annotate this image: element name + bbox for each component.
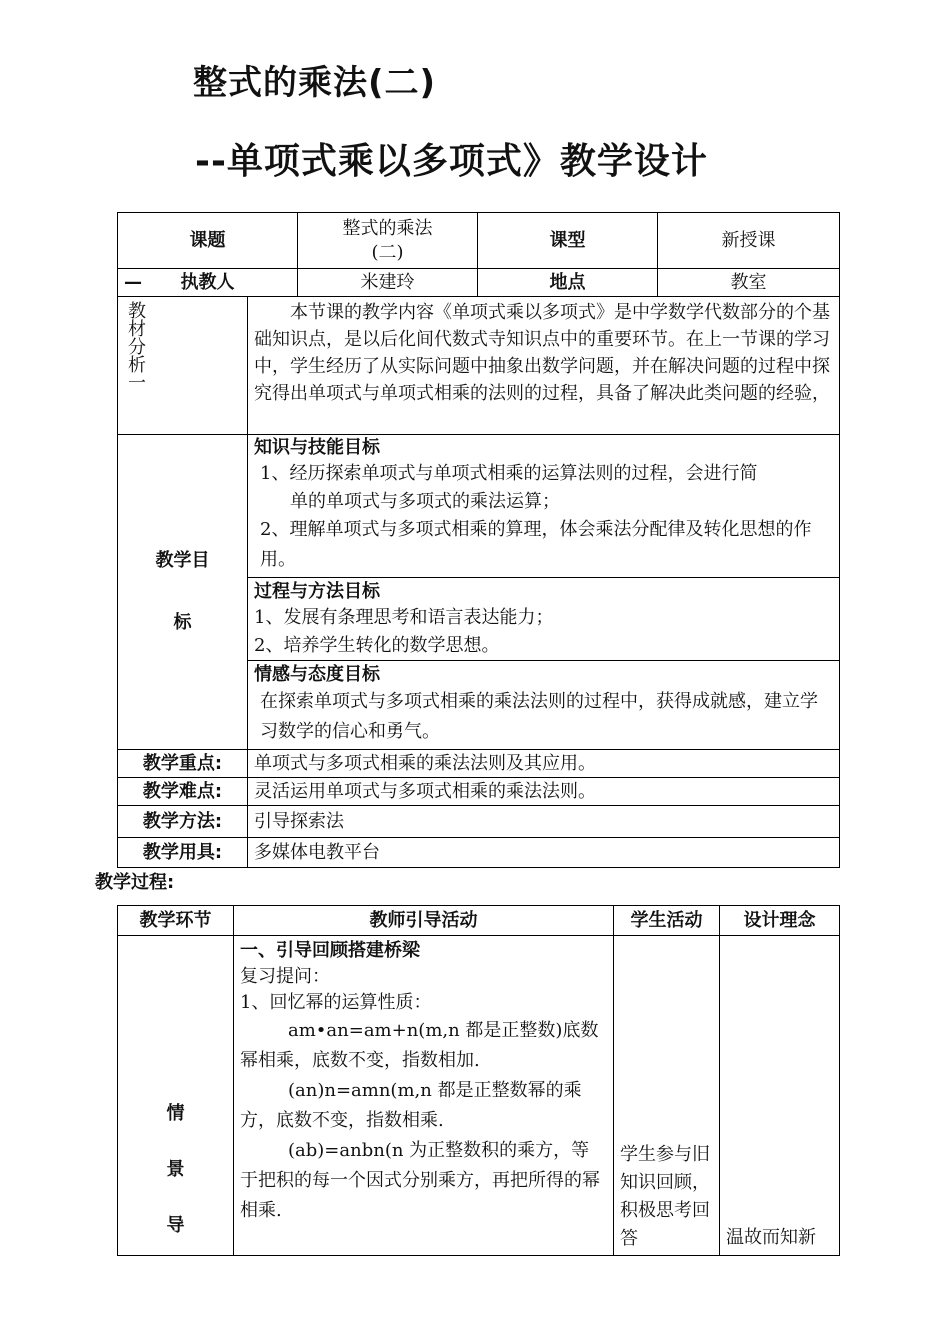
page-title: 整式的乘法(二)	[193, 63, 437, 103]
header-student: 学生活动	[614, 906, 720, 936]
process-goals	[248, 578, 839, 661]
teacher-value: 米建玲	[298, 269, 478, 297]
difficulty-value: 灵活运用单项式与多项式相乘的乘法法则。	[248, 778, 840, 806]
stage-cell: 情 景 导	[118, 936, 234, 1256]
knowledge-goals	[248, 435, 839, 578]
analysis-text: 本节课的教学内容《单项式乘以多项式》是中学数学代数部分的个基础知识点，是以后化间代数式寺知识点中的重要环节。在上一节课的学习中，学生经历了从实际问题中抽象出数学问题，并在解决问题的过程中探究得出单项式与单项式相乘的法则的过程，具备了解决此类问题的经验，	[254, 302, 830, 404]
analysis-label: 教材分析一	[125, 301, 146, 391]
design-idea: 温故而知新	[720, 936, 840, 1256]
tools-value: 多媒体电教平台	[248, 838, 840, 868]
teacher-label: — 执教人	[118, 269, 298, 297]
tools-label: 教学用具:	[118, 838, 248, 868]
header-idea: 设计理念	[720, 906, 840, 936]
formula-1: am•an=am+n(m,n 都是正整数)底数幂相乘，底数不变，指数相加.	[240, 1020, 599, 1071]
teacher-line-1: 复习提问：	[240, 966, 330, 987]
process-item-2: 2、培养学生转化的数学思想。	[254, 635, 500, 656]
process-title: 过程与方法目标	[254, 581, 380, 602]
emotion-goals	[248, 661, 839, 749]
knowledge-item-2: 2、理解单项式与多项式相乘的算理，体会乘法分配律及转化思想的作用。	[260, 519, 812, 570]
process-item-1: 1、发展有条理思考和语言表达能力；	[254, 607, 554, 628]
header-teacher: 教师引导活动	[234, 906, 614, 936]
knowledge-title: 知识与技能目标	[254, 437, 380, 458]
goals-cell	[248, 435, 840, 750]
formula-3: (ab)=anbn(n 为正整数积的乘方，等于把积的每一个因式分别乘方，再把所得的幂相乘.	[240, 1140, 600, 1221]
header-stage: 教学环节	[118, 906, 234, 936]
knowledge-item-1b: 单的单项式与多项式的乘法运算；	[290, 491, 560, 512]
difficulty-label: 教学难点:	[118, 778, 248, 806]
type-value: 新授课	[658, 213, 840, 269]
type-label: 课型	[478, 213, 658, 269]
emotion-item-1: 在探索单项式与多项式相乘的乘法法则的过程中，获得成就感，建立学习数学的信心和勇气。	[260, 691, 818, 742]
key-point-value: 单项式与多项式相乘的乘法法则及其应用。	[248, 750, 840, 778]
emotion-title: 情感与态度目标	[254, 664, 380, 685]
topic-label: 课题	[118, 213, 298, 269]
topic-value: 整式的乘法 (二)	[298, 213, 478, 269]
analysis-label-cell	[118, 297, 248, 435]
page-subtitle: --单项式乘以多项式》教学设计	[195, 141, 708, 182]
goals-label: 教学目 标	[118, 435, 248, 750]
teacher-activity-cell	[234, 936, 614, 1256]
info-table	[117, 212, 840, 868]
process-heading: 教学过程:	[95, 872, 175, 893]
teacher-title: 一、引导回顾搭建桥梁	[240, 940, 420, 961]
knowledge-item-1: 1、经历探索单项式与单项式相乘的运算法则的过程，会进行简	[260, 463, 758, 484]
teacher-line-2: 1、回忆幂的运算性质：	[240, 992, 432, 1013]
analysis-text-cell	[248, 297, 840, 435]
process-table	[117, 905, 840, 1256]
method-label: 教学方法:	[118, 806, 248, 838]
method-value: 引导探索法	[248, 806, 840, 838]
place-label: 地点	[478, 269, 658, 297]
place-value: 教室	[658, 269, 840, 297]
teacher-marker: —	[124, 271, 142, 293]
formula-2: (an)n=amn(m,n 都是正整数幂的乘方，底数不变，指数相乘.	[240, 1080, 582, 1131]
student-activity: 学生参与旧知识回顾，积极思考回答	[614, 936, 720, 1256]
key-point-label: 教学重点:	[118, 750, 248, 778]
